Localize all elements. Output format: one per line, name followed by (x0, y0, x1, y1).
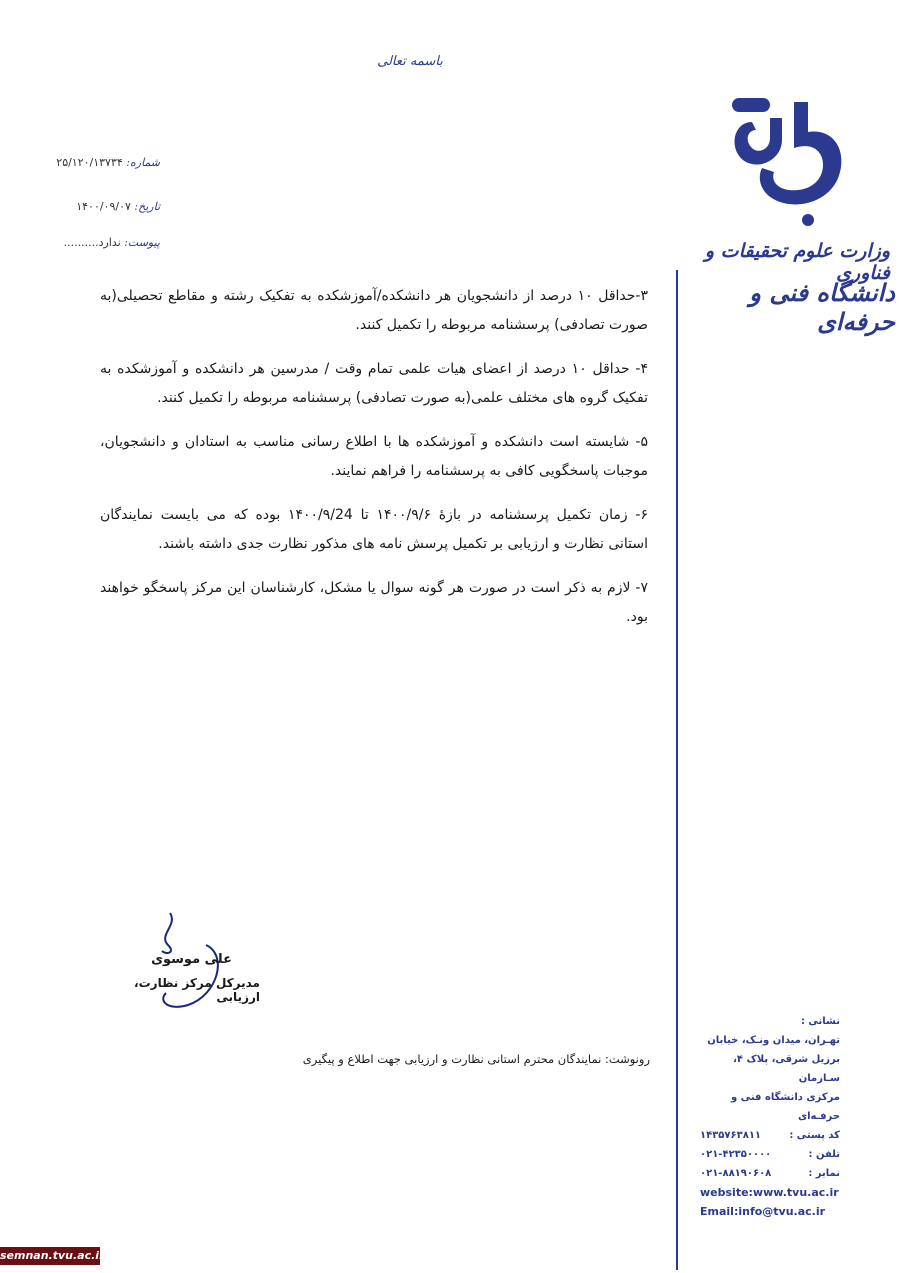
signer-name: علی موسوی (151, 952, 232, 967)
postal-code-row (700, 1126, 840, 1145)
carbon-copy-note: رونوشت: نمایندگان محترم استانی نظارت و ارزیابی جهت اطلاع و پیگیری (302, 1052, 650, 1066)
letter-date-value: ۱۴۰۰/۰۹/۰۷ (76, 200, 131, 213)
clause-6: ۶- زمان تکمیل پرسشنامه در بازهٔ ۱۴۰۰/۹/۶ تا ۱۴۰۰/۹/24 بوده که می بایست نمایندگان استانی نظارت و ارزیابی بر تکمیل پرسش نامه های مذکور نظارت جدی داشته باشند. (100, 507, 648, 552)
fax-value: ۰۲۱-۸۸۱۹۰۶۰۸ (700, 1168, 772, 1179)
site-watermark: semnan.tvu.ac.ir (0, 1247, 100, 1265)
letter-date (20, 200, 160, 213)
letter-attachment-value: ندارد.......... (63, 236, 121, 249)
university-logo-icon (722, 92, 852, 232)
clause-3: ۳-حداقل ۱۰ درصد از دانشجویان هر دانشکده/آموزشکده به تفکیک رشته و مقاطع تحصیلی(به صورت تصادفی) پرسشنامه مربوطه را تکمیل کنند. (100, 288, 648, 333)
clause-4: ۴- حداقل ۱۰ درصد از اعضای هیات علمی تمام وقت / مدرسین هر دانشکده و آموزشکده به تفکیک گروه های مختلف علمی(به صورت تصادفی) پرسشنامه مربوطه را تکمیل کنند. (100, 361, 649, 406)
clause-5: ۵- شایسته است دانشکده و آموزشکده ها با اطلاع رسانی مناسب به استادان و دانشجویان، موجبات پاسخگویی کافی به پرسشنامه را فراهم نمایند. (100, 434, 648, 479)
address-label: نشانی : (800, 1016, 840, 1027)
website-link[interactable]: website:www.tvu.ac.ir (700, 1186, 839, 1199)
phone-value: ۰۲۱-۴۲۳۵۰۰۰۰ (700, 1149, 772, 1160)
contact-block (700, 1012, 840, 1221)
phone-row (700, 1145, 840, 1164)
address-line-2: برزیل شرقی، پلاک ۴، سـازمان (733, 1054, 840, 1084)
letter-date-label: تاریخ: (134, 200, 160, 213)
ministry-name: وزارت علوم تحقیقات و فناوری (704, 240, 890, 284)
fax-label: نمابر : (808, 1168, 840, 1179)
letter-number-label: شماره: (126, 156, 160, 169)
letter-attachment (20, 236, 160, 249)
fax-row (700, 1164, 840, 1183)
email-link[interactable]: Email:info@tvu.ac.ir (700, 1205, 826, 1218)
margin-divider (676, 270, 678, 1270)
clause-7: ۷- لازم به ذکر است در صورت هر گونه سوال یا مشکل، کارشناسان این مرکز پاسخگو خواهند بود. (100, 580, 648, 625)
university-name: دانشگاه فنی و حرفه‌ای (749, 278, 895, 336)
letter-number-value: ۲۵/۱۲۰/۱۳۷۳۴ (56, 156, 123, 169)
letter-body (100, 282, 648, 647)
invocation: باسمه تعالی (377, 54, 443, 69)
letter-number (20, 156, 160, 169)
letter-attachment-label: پیوست: (124, 236, 160, 249)
address-line-1: تهـران، میدان ونـک، خیابان (707, 1035, 840, 1046)
signer-title: مدیرکل مرکز نظارت، ارزیابی (134, 976, 260, 1004)
postal-code-value: ۱۴۳۵۷۶۳۸۱۱ (700, 1130, 762, 1141)
postal-code-label: کد پستی : (789, 1130, 840, 1141)
address-line-3: مرکزی دانشگاه فنی و حرفـه‌ای (731, 1092, 840, 1122)
phone-label: تلفن : (808, 1149, 840, 1160)
